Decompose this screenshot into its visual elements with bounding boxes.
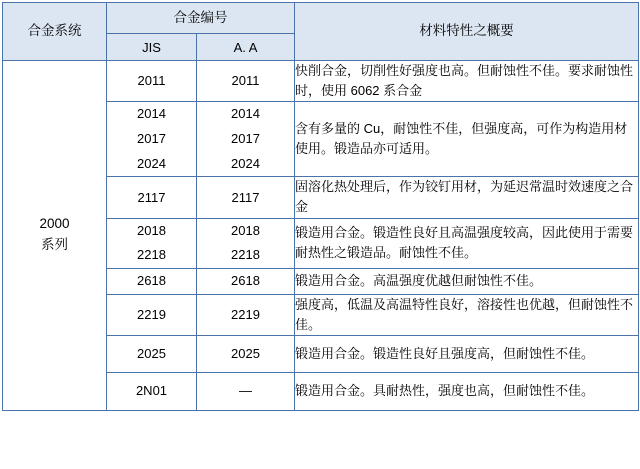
jis-code: 2618: [137, 273, 166, 288]
series-line-1: 2000: [39, 216, 70, 232]
cell-description: 锻造用合金。具耐热性，强度也高，但耐蚀性不佳。: [295, 373, 639, 410]
cell-aa: [197, 218, 295, 268]
cell-jis: [107, 269, 197, 295]
table-header-row-1: [3, 3, 639, 34]
jis-code: 2011: [137, 72, 166, 88]
cell-jis: [107, 373, 197, 410]
alloy-table-document: [0, 2, 640, 469]
jis-code: 2117: [137, 189, 166, 205]
cell-aa: [197, 335, 295, 372]
cell-jis: [107, 294, 197, 335]
cell-jis: [107, 218, 197, 268]
cell-description: 含有多量的 Cu，耐蚀性不佳，但强度高，可作为构造用材使用。锻造品亦可适用。: [295, 102, 639, 177]
cell-jis: [107, 61, 197, 102]
cell-aa: [197, 177, 295, 218]
cell-description: 锻造用合金。高温强度优越但耐蚀性不佳。: [295, 269, 639, 295]
series-line-2: 系列: [41, 237, 68, 253]
aa-code: 2018: [231, 222, 260, 238]
aa-code: 2117: [231, 189, 260, 205]
cell-description: 固溶化热处理后，作为铰钉用材，为延迟常温时效速度之合金: [295, 177, 639, 218]
alloy-properties-table: [2, 2, 639, 411]
aa-code: 2024: [231, 155, 260, 171]
table-row: [3, 61, 639, 102]
jis-code: 2014: [137, 106, 166, 122]
cell-description: 强度高，低温及高温特性良好，溶接性也优越，但耐蚀性不佳。: [295, 294, 639, 335]
header-jis: JIS: [107, 34, 197, 61]
cell-description: 锻造用合金。锻造性良好且强度高，但耐蚀性不佳。: [295, 335, 639, 372]
cell-aa: [197, 269, 295, 295]
cell-description: 锻造用合金。锻造性良好且高温强度较高，因此使用于需要耐热性之锻造品。耐蚀性不佳。: [295, 218, 639, 268]
cell-alloy-series: [3, 61, 107, 411]
cell-aa: [197, 61, 295, 102]
header-alloy-code: 合金编号: [107, 3, 295, 34]
jis-code: 2017: [137, 130, 166, 146]
cell-aa: [197, 373, 295, 410]
cell-jis: [107, 102, 197, 177]
aa-code: 2618: [231, 273, 260, 288]
header-alloy-system: 合金系统: [3, 3, 107, 61]
cell-aa: [197, 294, 295, 335]
cell-description: 快削合金，切削性好强度也高。但耐蚀性不佳。要求耐蚀性时，使用 6062 系合金: [295, 61, 639, 102]
cell-aa: [197, 102, 295, 177]
cell-jis: [107, 177, 197, 218]
header-aa: A. A: [197, 34, 295, 61]
aa-code: 2014: [231, 106, 260, 122]
jis-code: 2024: [137, 155, 166, 171]
jis-code: 2219: [137, 306, 166, 322]
header-summary: 材料特性之概要: [295, 3, 639, 61]
jis-code: 2018: [137, 222, 166, 238]
aa-code: 2011: [231, 72, 260, 88]
cell-jis: [107, 335, 197, 372]
aa-code: 2017: [231, 130, 260, 146]
jis-code: 2N01: [135, 383, 168, 399]
jis-code: 2218: [137, 247, 166, 263]
aa-code: —: [239, 383, 252, 399]
aa-code: 2218: [231, 247, 260, 263]
aa-code: 2219: [231, 306, 260, 322]
aa-code: 2025: [231, 345, 260, 361]
jis-code: 2025: [137, 345, 166, 361]
